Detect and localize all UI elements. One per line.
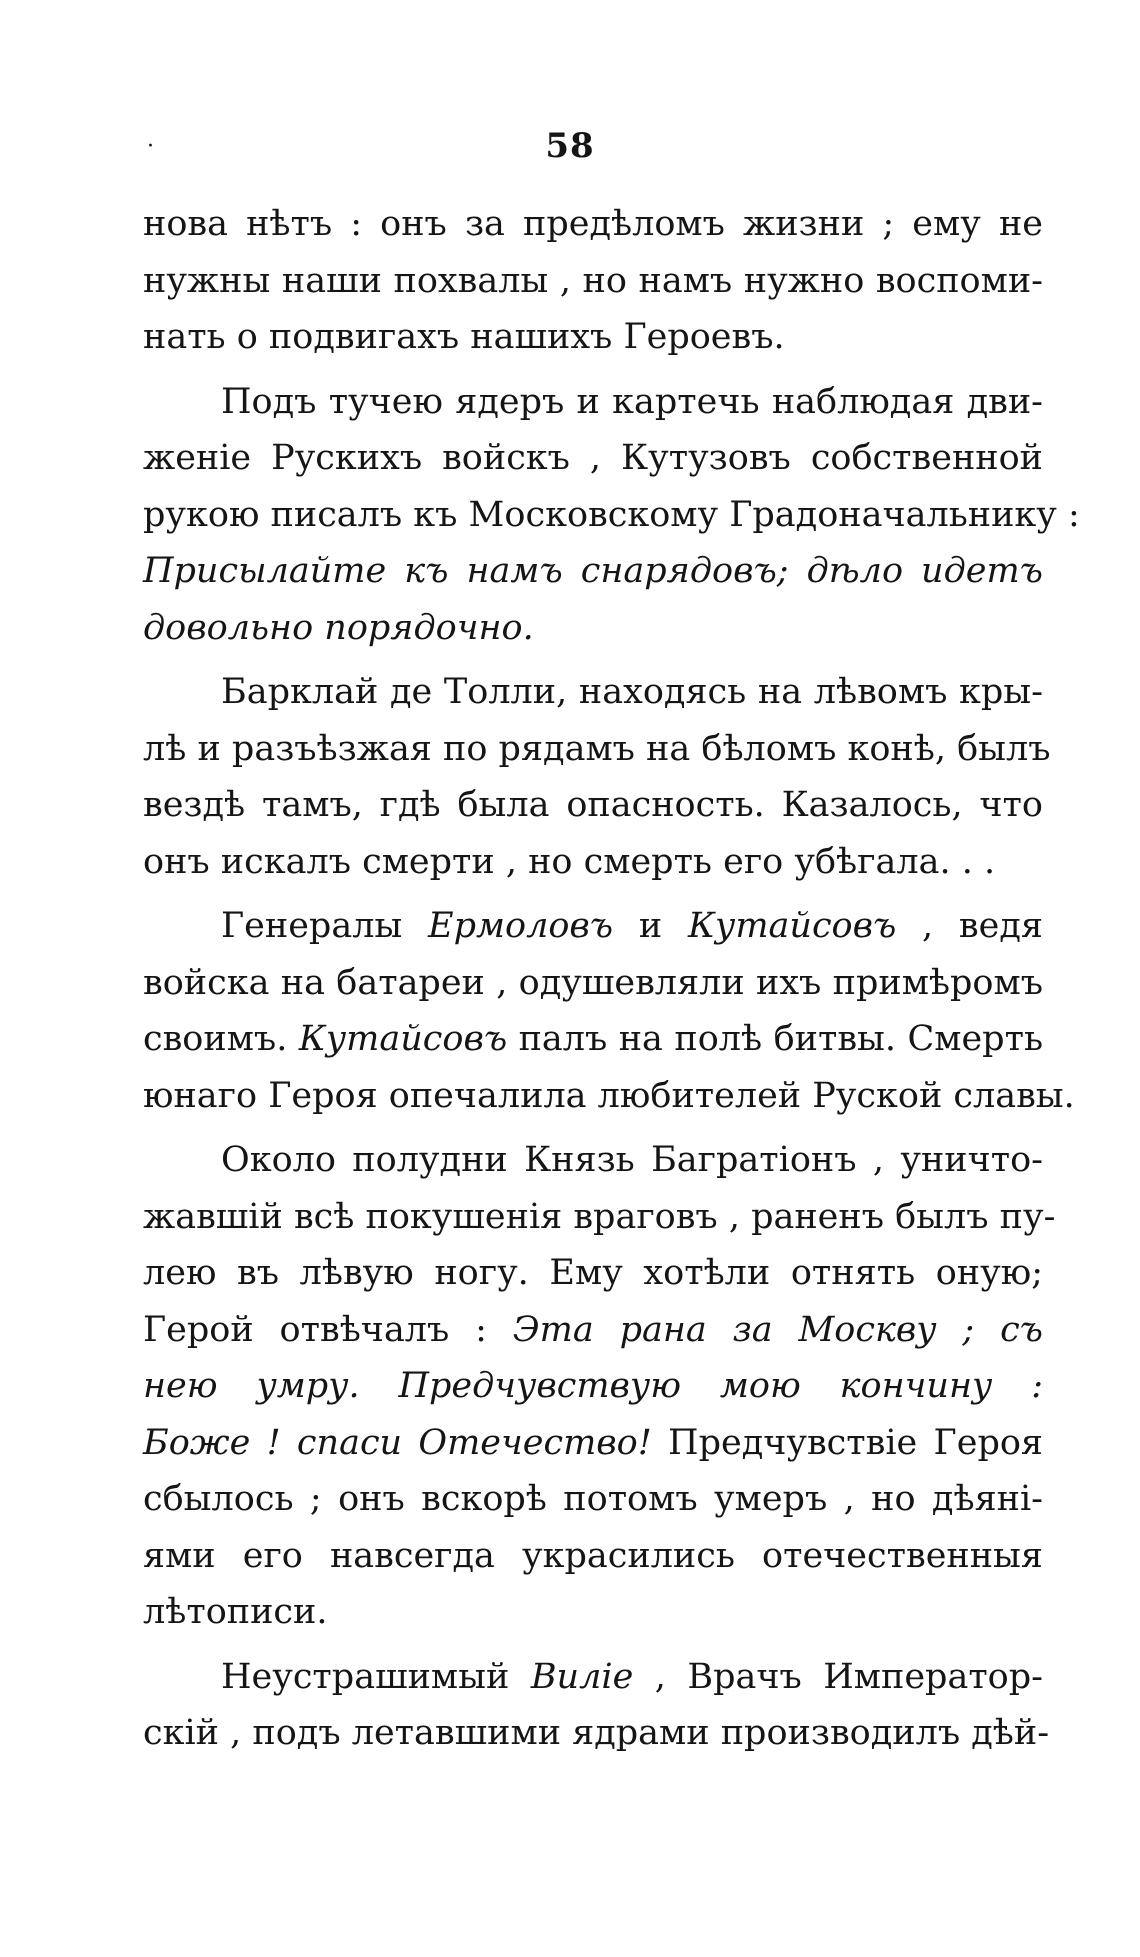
paragraph <box>143 1132 1056 1641</box>
text-line <box>143 1358 1043 1415</box>
italic-phrase: Кутайсовъ <box>687 906 897 946</box>
paragraph-gap <box>143 366 1043 374</box>
paragraph-gap <box>143 656 1043 664</box>
paragraph <box>143 196 1043 366</box>
text-line: юнаго Героя опечалила любителей Руской славы. <box>143 1075 1075 1116</box>
text-line: Неустрашимый Виліе , Врачъ Император- <box>221 1656 1043 1697</box>
paragraph <box>143 374 1080 657</box>
text-line: Подъ тучею ядеръ и картечь наблюдая дви- <box>221 381 1043 422</box>
text-line: Боже ! спаси Отечество! Предчувствіе Героя <box>143 1422 1043 1463</box>
paragraph <box>143 1649 1050 1762</box>
text-line: нова нѣтъ : онъ за предѣломъ жизни ; ему не <box>143 204 1043 244</box>
italic-phrase: довольно порядочно. <box>143 607 534 648</box>
paragraph-gap <box>143 1124 1043 1132</box>
text-line: жавшій всѣ покушенія враговъ , раненъ былъ пу- <box>143 1196 1056 1237</box>
italic-phrase: Виліе <box>530 1656 634 1697</box>
italic-phrase: Эта рана за Москву ; съ <box>512 1309 1043 1350</box>
page-number: 58 <box>545 126 595 166</box>
text-line: войска на батареи , одушевляли ихъ примѣромъ <box>143 962 1043 1003</box>
italic-phrase: Боже ! спаси Отечество! <box>143 1422 652 1463</box>
page-mark: · <box>147 134 154 159</box>
paragraph <box>143 898 1075 1124</box>
text-line: онъ искалъ смерти , но смерть его убѣгала. . . <box>143 841 996 882</box>
text-line: вездѣ тамъ, гдѣ была опасность. Казалось, что <box>143 785 1043 825</box>
text-line: нать о подвигахъ нашихъ Героевъ. <box>143 317 785 357</box>
text-line: Генералы Ермоловъ и Кутайсовъ , ведя <box>221 906 1043 946</box>
text-line: Герой отвѣчалъ : Эта рана за Москву ; съ <box>143 1309 1043 1350</box>
text-line: лѣ и разъѣзжая по рядамъ на бѣломъ конѣ, былъ <box>143 728 1051 769</box>
paragraph-gap <box>143 1641 1043 1649</box>
text-line <box>143 600 1043 657</box>
text-line: Барклай де Толли, находясь на лѣвомъ кры- <box>221 672 1043 712</box>
text-line <box>143 543 1043 600</box>
paragraph <box>143 664 1051 890</box>
text-line: нужны наши похвалы , но намъ нужно воспоми- <box>143 260 1043 301</box>
italic-phrase: Кутайсовъ <box>298 1019 508 1059</box>
italic-phrase: Ермоловъ <box>428 906 614 946</box>
text-line: женіе Рускихъ войскъ , Кутузовъ собственной <box>143 438 1043 478</box>
italic-phrase: нею умру. Предчувствую мою кончину : <box>143 1366 1043 1406</box>
paragraph-gap <box>143 890 1043 898</box>
text-line: лѣтописи. <box>143 1592 328 1632</box>
text-line: сбылось ; онъ вскорѣ потомъ умеръ , но дѣяні- <box>143 1479 1043 1519</box>
text-line: своимъ. Кутайсовъ палъ на полѣ битвы. Смерть <box>143 1019 1044 1059</box>
text-line: Около полудни Князь Багратіонъ , уничто- <box>221 1140 1043 1180</box>
italic-phrase: Присылайте къ намъ снарядовъ; дѣло идетъ <box>143 551 1043 591</box>
text-line: ями его навсегда украсились отечественныя <box>143 1535 1043 1576</box>
body-text <box>143 196 1080 1762</box>
text-line: лею въ лѣвую ногу. Ему хотѣли отнять оную; <box>143 1253 1043 1293</box>
text-line: рукою писалъ къ Московскому Градоначальнику : <box>143 494 1080 535</box>
text-line: скій , подъ летавшими ядрами производилъ дѣй- <box>143 1713 1050 1753</box>
